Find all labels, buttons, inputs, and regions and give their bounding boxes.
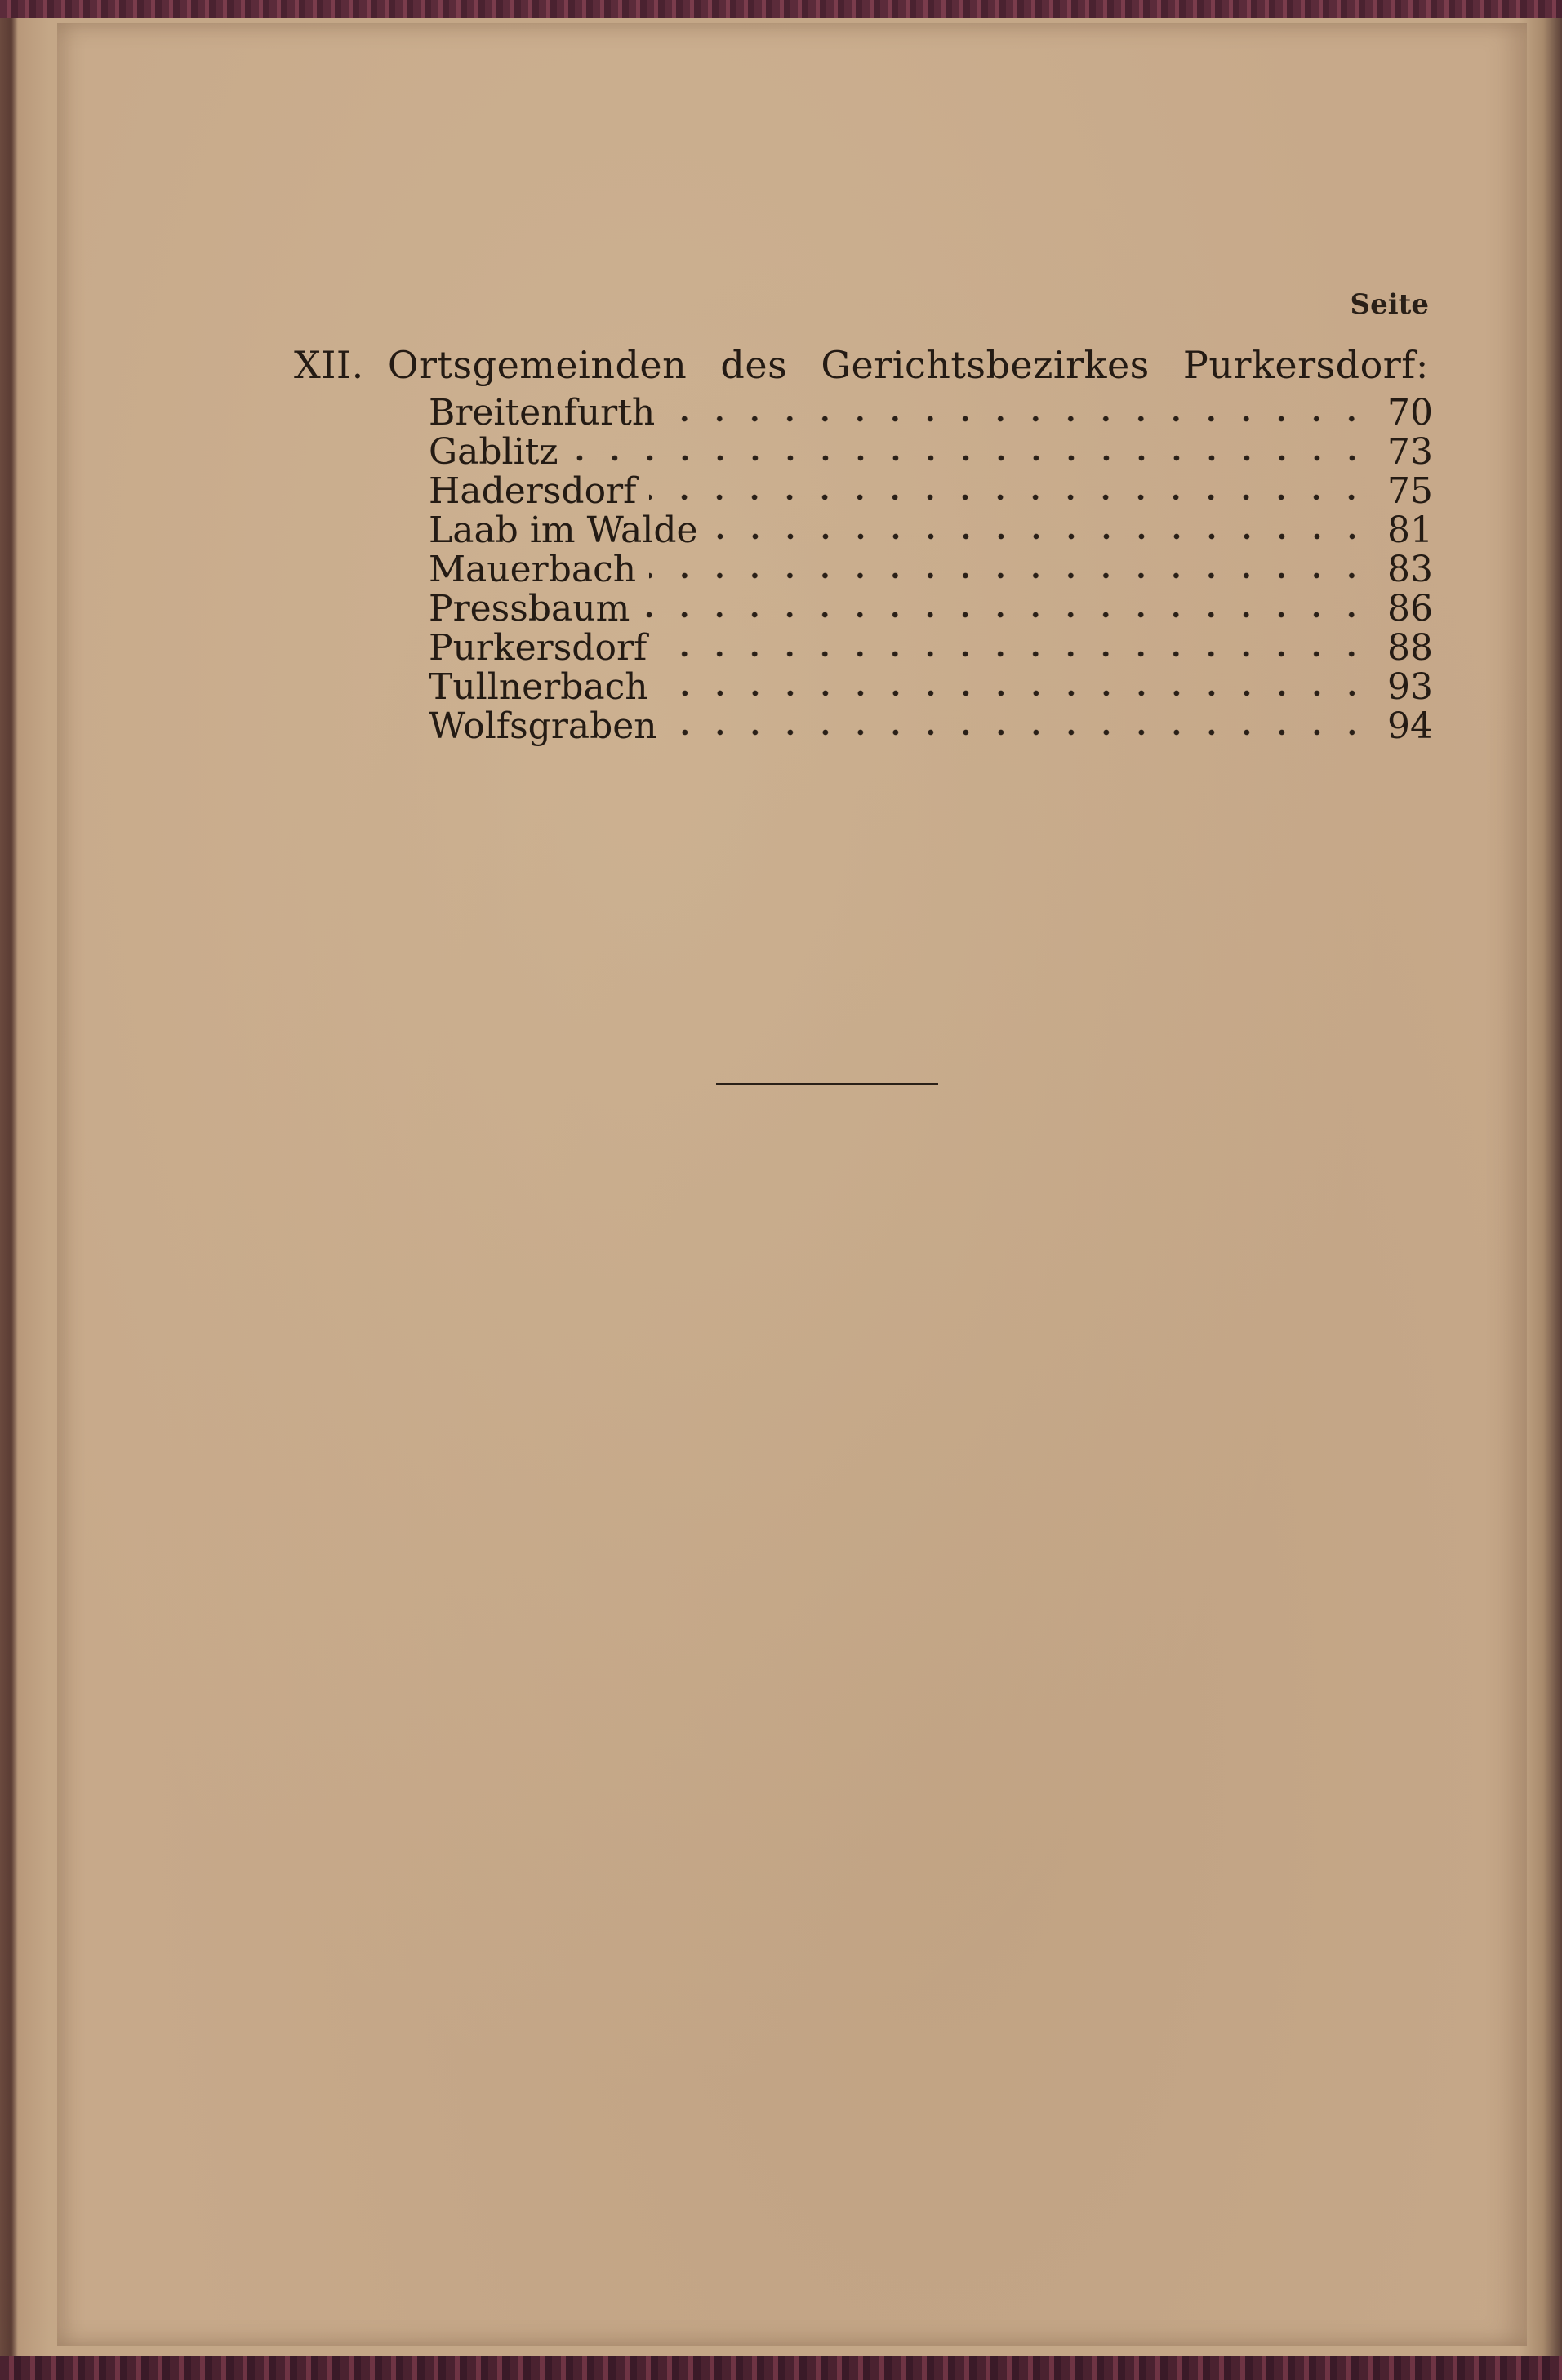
- dot-leader: [668, 415, 1369, 423]
- toc-list: [429, 392, 1433, 745]
- section-heading: [294, 343, 1429, 387]
- toc-entry: [429, 705, 1433, 745]
- toc-entry: [429, 627, 1433, 669]
- page: [57, 23, 1527, 2346]
- horizontal-rule: [716, 1083, 938, 1085]
- toc-entry-name: Hadersdorf: [429, 470, 637, 512]
- toc-entry: [429, 470, 1433, 512]
- toc-entry-page: 73: [1387, 431, 1433, 473]
- toc-entry: [429, 666, 1433, 708]
- toc-entry-name: Gablitz: [429, 431, 558, 473]
- dot-leader: [572, 454, 1369, 462]
- toc-entry-page: 70: [1387, 392, 1433, 434]
- toc-entry-page: 93: [1387, 666, 1433, 708]
- toc-entry-name: Breitenfurth: [429, 392, 656, 434]
- toc-entry-name: Wolfsgraben: [429, 705, 657, 747]
- dot-leader: [649, 572, 1369, 580]
- toc-entry-name: Purkersdorf: [429, 627, 647, 669]
- section-title-word: des: [720, 343, 788, 387]
- toc-entry-name: Mauerbach: [429, 549, 637, 590]
- seite-column-label: Seite: [1350, 288, 1429, 321]
- toc-entry: [429, 431, 1433, 473]
- toc-entry-page: 94: [1387, 705, 1433, 747]
- toc-entry-page: 81: [1387, 509, 1433, 551]
- toc-entry-page: 88: [1387, 627, 1433, 669]
- toc-entry-page: 83: [1387, 549, 1433, 590]
- toc-entry-page: 75: [1387, 470, 1433, 512]
- section-title-word: Gerichtsbezirkes: [821, 343, 1150, 387]
- toc-entry-page: 86: [1387, 588, 1433, 629]
- cover-edge-top: [0, 0, 1562, 18]
- toc-entry: [429, 509, 1433, 549]
- toc-entry-name: Laab im Walde: [429, 509, 698, 551]
- toc-entry: [429, 588, 1433, 627]
- dot-leader: [660, 650, 1369, 658]
- toc-entry-name: Tullnerbach: [429, 666, 648, 708]
- cover-edge-bottom: [0, 2356, 1562, 2380]
- dot-leader: [649, 493, 1369, 501]
- section-title-word: Purkersdorf:: [1182, 343, 1429, 387]
- dot-leader: [643, 611, 1369, 619]
- section-number: XII.: [294, 343, 364, 387]
- dot-leader: [670, 728, 1369, 736]
- dot-leader: [711, 532, 1369, 541]
- section-title-word: Ortsgemeinden: [387, 343, 688, 387]
- toc-entry: [429, 549, 1433, 588]
- toc-entry-name: Pressbaum: [429, 588, 630, 629]
- dot-leader: [661, 689, 1369, 697]
- toc-entry: [429, 392, 1433, 434]
